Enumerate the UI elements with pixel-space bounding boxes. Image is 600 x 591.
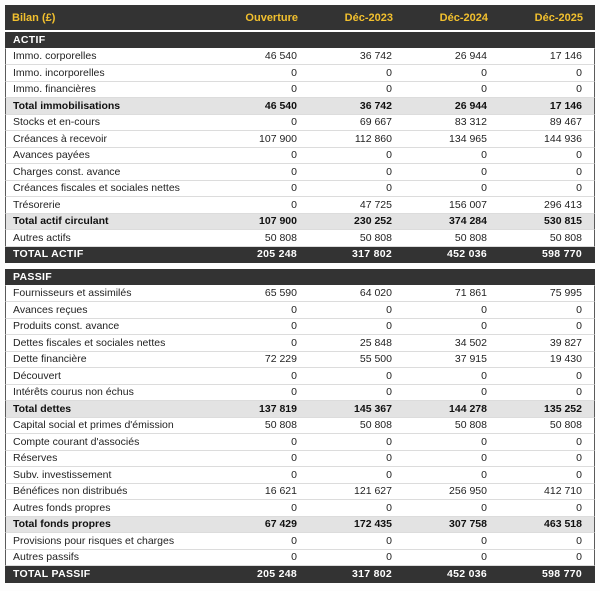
row-value: 452 036: [446, 567, 487, 580]
row-value: 0: [576, 551, 582, 564]
row-value: 26 944: [454, 99, 487, 112]
table-row-total: [5, 247, 595, 264]
row-label: Avances reçues: [13, 303, 88, 316]
row-value: 46 540: [264, 50, 297, 63]
row-label: Intérêts courus non échus: [13, 386, 134, 399]
row-value: 83 312: [454, 116, 487, 129]
row-value: 463 518: [544, 518, 582, 531]
row-value: 17 146: [549, 50, 582, 63]
row-label: Réserves: [13, 452, 58, 465]
row-value: 0: [481, 182, 487, 195]
row-value: 0: [291, 369, 297, 382]
row-value: 0: [291, 165, 297, 178]
row-value: 46 540: [264, 99, 297, 112]
row-value: 0: [291, 149, 297, 162]
row-value: 50 808: [454, 231, 487, 244]
row-value: 452 036: [446, 248, 487, 261]
row-label: Subv. investissement: [13, 468, 112, 481]
row-value: 317 802: [351, 567, 392, 580]
row-label: Provisions pour risques et charges: [13, 534, 175, 547]
row-value: 0: [481, 369, 487, 382]
row-value: 0: [291, 116, 297, 129]
table-row-data: [5, 434, 595, 451]
row-label: Capital social et primes d'émission: [13, 419, 174, 432]
row-label: Créances fiscales et sociales nettes: [13, 182, 180, 195]
row-value: 0: [386, 534, 392, 547]
row-value: 0: [386, 165, 392, 178]
column-header-dec-2023: Déc-2023: [344, 11, 393, 24]
row-value: 121 627: [354, 485, 392, 498]
column-header-dec-2024: Déc-2024: [439, 11, 488, 24]
column-header-dec-2025: Déc-2025: [534, 11, 583, 24]
row-label: Total dettes: [13, 402, 72, 415]
row-value: 0: [481, 83, 487, 96]
row-value: 0: [481, 452, 487, 465]
row-value: 598 770: [541, 567, 582, 580]
row-label: Total fonds propres: [13, 518, 111, 531]
row-value: 50 808: [454, 419, 487, 432]
row-value: 0: [576, 66, 582, 79]
row-value: 50 808: [549, 231, 582, 244]
row-label: TOTAL PASSIF: [13, 567, 91, 580]
row-value: 36 742: [359, 99, 392, 112]
table-row-data: [5, 65, 595, 82]
row-value: 25 848: [359, 336, 392, 349]
row-value: 0: [576, 303, 582, 316]
row-label: Créances à recevoir: [13, 132, 107, 145]
row-label: Total immobilisations: [13, 99, 121, 112]
row-value: 0: [481, 386, 487, 399]
row-value: 0: [481, 66, 487, 79]
row-value: 0: [481, 468, 487, 481]
table-row-subtotal: [5, 401, 595, 418]
row-value: 0: [481, 501, 487, 514]
row-label: TOTAL ACTIF: [13, 248, 84, 261]
row-value: 374 284: [449, 215, 487, 228]
row-value: 0: [386, 66, 392, 79]
row-value: 0: [291, 303, 297, 316]
row-value: 0: [291, 534, 297, 547]
table-row-subtotal: [5, 214, 595, 231]
row-value: 0: [386, 452, 392, 465]
table-row-data: [5, 148, 595, 165]
row-value: 0: [386, 435, 392, 448]
section-header-passif: [5, 269, 595, 286]
row-value: 89 467: [549, 116, 582, 129]
table-row-data: [5, 418, 595, 435]
row-value: 0: [386, 501, 392, 514]
table-row-data: [5, 533, 595, 550]
section-header-actif: [5, 32, 595, 49]
row-value: 75 995: [549, 287, 582, 300]
row-value: 0: [481, 551, 487, 564]
row-value: 172 435: [354, 518, 392, 531]
row-value: 0: [291, 551, 297, 564]
row-value: 39 827: [549, 336, 582, 349]
row-value: 598 770: [541, 248, 582, 261]
row-value: 0: [576, 83, 582, 96]
table-row-data: [5, 82, 595, 99]
table-row-data: [5, 550, 595, 567]
row-value: 230 252: [354, 215, 392, 228]
row-value: 37 915: [454, 353, 487, 366]
row-value: 256 950: [449, 485, 487, 498]
row-label: Produits const. avance: [13, 320, 120, 333]
row-value: 0: [481, 165, 487, 178]
section-title: ACTIF: [13, 33, 46, 46]
row-label: Avances payées: [13, 149, 90, 162]
row-value: 19 430: [549, 353, 582, 366]
table-row-subtotal: [5, 98, 595, 115]
row-value: 0: [291, 501, 297, 514]
row-label: Découvert: [13, 369, 61, 382]
row-value: 0: [481, 149, 487, 162]
row-label: Bénéfices non distribués: [13, 485, 128, 498]
row-value: 317 802: [351, 248, 392, 261]
balance-sheet-table: [5, 5, 595, 583]
row-value: 0: [291, 452, 297, 465]
table-row-data: [5, 484, 595, 501]
row-value: 135 252: [544, 402, 582, 415]
row-value: 0: [386, 369, 392, 382]
table-row-data: [5, 352, 595, 369]
table-row-data: [5, 467, 595, 484]
row-value: 0: [576, 182, 582, 195]
column-header-ouverture: Ouverture: [245, 11, 298, 24]
table-header-row: [5, 5, 595, 32]
row-value: 0: [576, 468, 582, 481]
row-value: 205 248: [256, 248, 297, 261]
row-value: 412 710: [544, 485, 582, 498]
row-value: 50 808: [264, 419, 297, 432]
row-value: 50 808: [549, 419, 582, 432]
row-label: Stocks et en-cours: [13, 116, 100, 129]
row-value: 144 278: [449, 402, 487, 415]
row-value: 205 248: [256, 567, 297, 580]
table-row-data: [5, 197, 595, 214]
row-value: 0: [386, 149, 392, 162]
row-value: 0: [291, 320, 297, 333]
row-value: 16 621: [264, 485, 297, 498]
table-row-data: [5, 164, 595, 181]
row-value: 0: [291, 435, 297, 448]
table-row-data: [5, 181, 595, 198]
row-value: 0: [386, 182, 392, 195]
row-value: 0: [576, 320, 582, 333]
row-value: 0: [481, 534, 487, 547]
row-value: 50 808: [359, 231, 392, 244]
row-value: 34 502: [454, 336, 487, 349]
row-value: 0: [576, 386, 582, 399]
row-value: 50 808: [264, 231, 297, 244]
table-body: [5, 32, 595, 583]
row-value: 0: [481, 303, 487, 316]
row-value: 0: [576, 165, 582, 178]
row-label: Immo. financières: [13, 83, 96, 96]
row-label: Dette financière: [13, 353, 87, 366]
row-value: 307 758: [449, 518, 487, 531]
row-label: Charges const. avance: [13, 165, 121, 178]
row-value: 0: [386, 303, 392, 316]
row-value: 0: [576, 501, 582, 514]
row-label: Fournisseurs et assimilés: [13, 287, 132, 300]
table-row-subtotal: [5, 517, 595, 534]
row-value: 144 936: [544, 132, 582, 145]
row-value: 0: [386, 386, 392, 399]
row-value: 0: [386, 83, 392, 96]
row-value: 0: [576, 435, 582, 448]
row-value: 55 500: [359, 353, 392, 366]
row-label: Autres fonds propres: [13, 501, 111, 514]
row-value: 0: [386, 468, 392, 481]
row-value: 65 590: [264, 287, 297, 300]
row-value: 530 815: [544, 215, 582, 228]
row-value: 0: [291, 182, 297, 195]
row-value: 0: [481, 320, 487, 333]
row-value: 156 007: [449, 198, 487, 211]
section-title: PASSIF: [13, 270, 52, 283]
row-label: Total actif circulant: [13, 215, 109, 228]
table-title: Bilan (£): [12, 11, 56, 24]
row-label: Dettes fiscales et sociales nettes: [13, 336, 166, 349]
row-value: 107 900: [259, 215, 297, 228]
row-value: 0: [291, 468, 297, 481]
row-label: Immo. corporelles: [13, 50, 97, 63]
row-value: 64 020: [359, 287, 392, 300]
row-value: 0: [576, 534, 582, 547]
row-value: 0: [291, 198, 297, 211]
row-value: 0: [291, 83, 297, 96]
row-value: 107 900: [259, 132, 297, 145]
row-value: 0: [291, 66, 297, 79]
row-value: 17 146: [549, 99, 582, 112]
row-label: Autres passifs: [13, 551, 79, 564]
row-value: 0: [386, 320, 392, 333]
table-row-data: [5, 319, 595, 336]
table-row-data: [5, 286, 595, 303]
row-value: 0: [576, 452, 582, 465]
row-value: 71 861: [454, 287, 487, 300]
row-label: Trésorerie: [13, 198, 61, 211]
row-value: 47 725: [359, 198, 392, 211]
row-value: 0: [481, 435, 487, 448]
row-value: 0: [576, 369, 582, 382]
row-value: 67 429: [264, 518, 297, 531]
row-value: 296 413: [544, 198, 582, 211]
table-row-data: [5, 131, 595, 148]
table-row-data: [5, 49, 595, 66]
table-row-data: [5, 500, 595, 517]
table-row-data: [5, 115, 595, 132]
row-label: Immo. incorporelles: [13, 66, 105, 79]
row-value: 36 742: [359, 50, 392, 63]
table-row-data: [5, 368, 595, 385]
row-label: Autres actifs: [13, 231, 71, 244]
row-value: 50 808: [359, 419, 392, 432]
table-row-total: [5, 566, 595, 583]
row-value: 145 367: [354, 402, 392, 415]
table-row-data: [5, 451, 595, 468]
table-row-data: [5, 230, 595, 247]
row-value: 72 229: [264, 353, 297, 366]
table-row-data: [5, 335, 595, 352]
row-value: 137 819: [259, 402, 297, 415]
row-value: 0: [291, 386, 297, 399]
row-value: 0: [576, 149, 582, 162]
row-value: 0: [291, 336, 297, 349]
row-value: 112 860: [354, 132, 392, 145]
row-value: 0: [386, 551, 392, 564]
row-label: Compte courant d'associés: [13, 435, 140, 448]
row-value: 26 944: [454, 50, 487, 63]
row-value: 134 965: [449, 132, 487, 145]
row-value: 69 667: [359, 116, 392, 129]
table-row-data: [5, 302, 595, 319]
table-row-data: [5, 385, 595, 402]
